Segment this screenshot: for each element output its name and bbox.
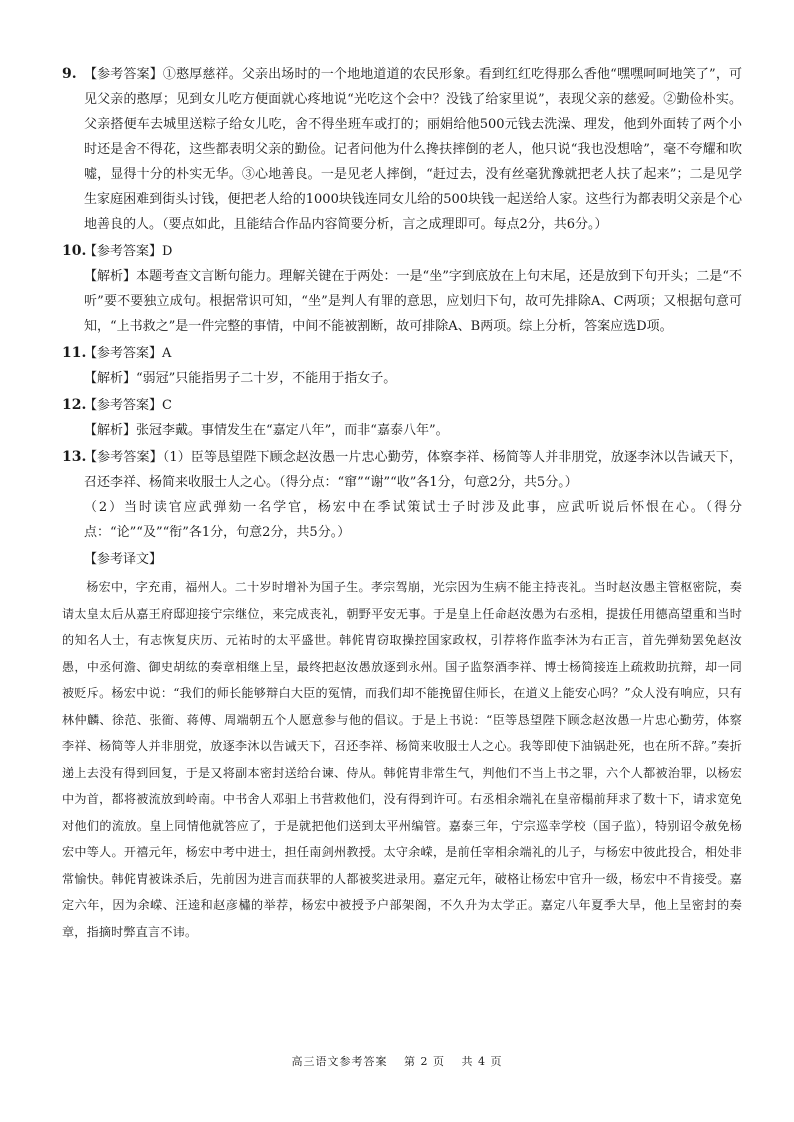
answer-analysis: 【解析】张冠李戴。事情发生在“嘉定八年”，而非“嘉泰八年”。	[84, 423, 449, 438]
answer-12	[62, 393, 742, 443]
question-number: 12.	[62, 397, 87, 413]
footer-total: 共 4 页	[461, 1055, 503, 1068]
translation-heading: 【参考译文】	[84, 552, 163, 567]
answer-key: 【参考答案】C	[84, 398, 172, 413]
answer-analysis: 【解析】本题考查文言断句能力。理解关键在于两处：一是“坐”字到底放在上句末尾，还是放到下句开头；二是“不听”要不要独立成句。根据常识可知，“坐”是判人有罪的意思，应划归下句，故可先排除A、C两项；又根据句意可知，“上书救之”是一件完整的事情，中间不能被割断，故可排除A、B两项。综上分析，答案应选D项。	[84, 269, 742, 334]
answer-10	[62, 239, 742, 339]
answer-key: 【参考答案】D	[84, 244, 173, 259]
footer-page: 第 2 页	[404, 1055, 445, 1068]
answer-text: 【参考答案】①憨厚慈祥。父亲出场时的一个地地道道的农民形象。看到红红吃得那么香他“嘿嘿呵呵地笑了”，可见父亲的憨厚；见到女儿吃方便面就心疼地说“光吃这个会中？没钱了给家里说”，表现父亲的慈爱。②勤俭朴实。父亲搭便车去城里送粽子给女儿吃，舍不得坐班车或打的；丽娟给他500元钱去洗澡、理发，他到外面转了两个小时还是舍不得花，这些都表明父亲的勤俭。记者问他为什么搀扶摔倒的老人，他只说“我也没想啥”，毫不夸耀和吹嘘，显得十分的朴实无华。③心地善良。一是见老人摔倒，“赶过去，没有丝毫犹豫就把老人扶了起来”；二是见学生家庭困难到街头讨钱，便把老人给的1000块钱连同女儿给的500块钱一起送给人家。这些行为都表明父亲是个心地善良的人。（要点如此，且能结合作品内容简要分析，言之成理即可。每点2分，共6分。）	[84, 67, 742, 232]
footer-title: 高三语文参考答案	[291, 1055, 388, 1068]
answer-body	[84, 393, 742, 443]
answer-body	[84, 62, 742, 237]
answer-analysis: 【解析】“弱冠”只能指男子二十岁，不能用于指女子。	[84, 371, 397, 386]
question-number: 13.	[62, 449, 87, 465]
question-number: 9.	[62, 66, 77, 82]
answer-body	[84, 239, 742, 339]
answer-key: 【参考答案】A	[84, 346, 172, 361]
question-number: 10.	[62, 243, 87, 259]
answer-13	[62, 445, 742, 495]
answer-text: （2）当时读官应武弹劾一名学官，杨宏中在季试策试士子时涉及此事，应武听说后怀恨在心。（得分点：“论”“及”“衔”各1分，句意2分，共5分。）	[84, 500, 742, 540]
answer-body	[84, 341, 742, 391]
answer-page	[62, 62, 742, 945]
answer-key: 【参考答案】（1）臣等恳望陛下顾念赵汝愚一片忠心勤劳，体察李祥、杨简等人并非朋党，放逐李沐以告诫天下，召还李祥、杨简来收服士人之心。（得分点：“窜”“谢”“收”各1分，句意2分，共5分。）	[84, 450, 742, 490]
answer-13-part-2	[62, 495, 742, 545]
answer-11	[62, 341, 742, 391]
translation-text: 杨宏中，字充甫，福州人。二十岁时增补为国子生。孝宗驾崩，光宗因为生病不能主持丧礼。当时赵汝愚主管枢密院，奏请太皇太后从嘉王府邸迎接宁宗继位，来完成丧礼，朝野平安无事。于是皇上任命赵汝愚为右丞相，提拔任用德高望重和当时的知名人士，有志恢复庆历、元祐时的太平盛世。韩侂胄窃取操控国家政权，引荐将作监李沐为右正言，首先弹劾罢免赵汝愚，中丞何澹、御史胡纮的奏章相继上呈，最终把赵汝愚放逐到永州。国子监祭酒李祥、博士杨简接连上疏救助抗辩，却一同被贬斥。杨宏中说：“我们的师长能够辩白大臣的冤情，而我们却不能挽留住师长，在道义上能安心吗？”众人没有响应，只有林仲麟、徐范、张衜、蒋傅、周端朝五个人愿意参与他的倡议。于是上书说：“臣等恳望陛下顾念赵汝愚一片忠心勤劳，体察李祥、杨简等人并非朋党，放逐李沐以告诫天下，召还李祥、杨简来收服士人之心。我等即使下油锅赴死，也在所不辞。”奏折递上去没有得到回复，于是又将副本密封送给台谏、侍从。韩侂胄非常生气，判他们不当上书之罪，六个人都被治罪，以杨宏中为首，都将被流放到岭南。中书舍人邓驲上书营救他们，没有得到许可。右丞相余端礼在皇帝榻前拜求了数十下，请求宽免对他们的流放。皇上同情他就答应了，于是就把他们送到太平州编管。嘉泰三年，宁宗巡幸学校（国子监），特别诏令赦免杨宏中等人。开禧元年，杨宏中考中进士，担任南剑州教授。太守余嵘，是前任宰相余端礼的儿子，与杨宏中彼此投合，相处非常愉快。韩侂胄被诛杀后，先前因为进言而获罪的人都被奖进录用。嘉定元年，破格让杨宏中官升一级，杨宏中不肯接受。嘉定六年，因为余嵘、汪逵和赵彦橚的举荐，杨宏中被授予户部架阁，不久升为太学正。嘉定八年夏季大旱，他上呈密封的奏章，指摘时弊直言不讳。	[62, 580, 742, 939]
answer-9	[62, 62, 742, 237]
answer-body	[84, 445, 742, 495]
page-footer	[0, 1053, 794, 1069]
question-number: 11.	[62, 345, 87, 361]
